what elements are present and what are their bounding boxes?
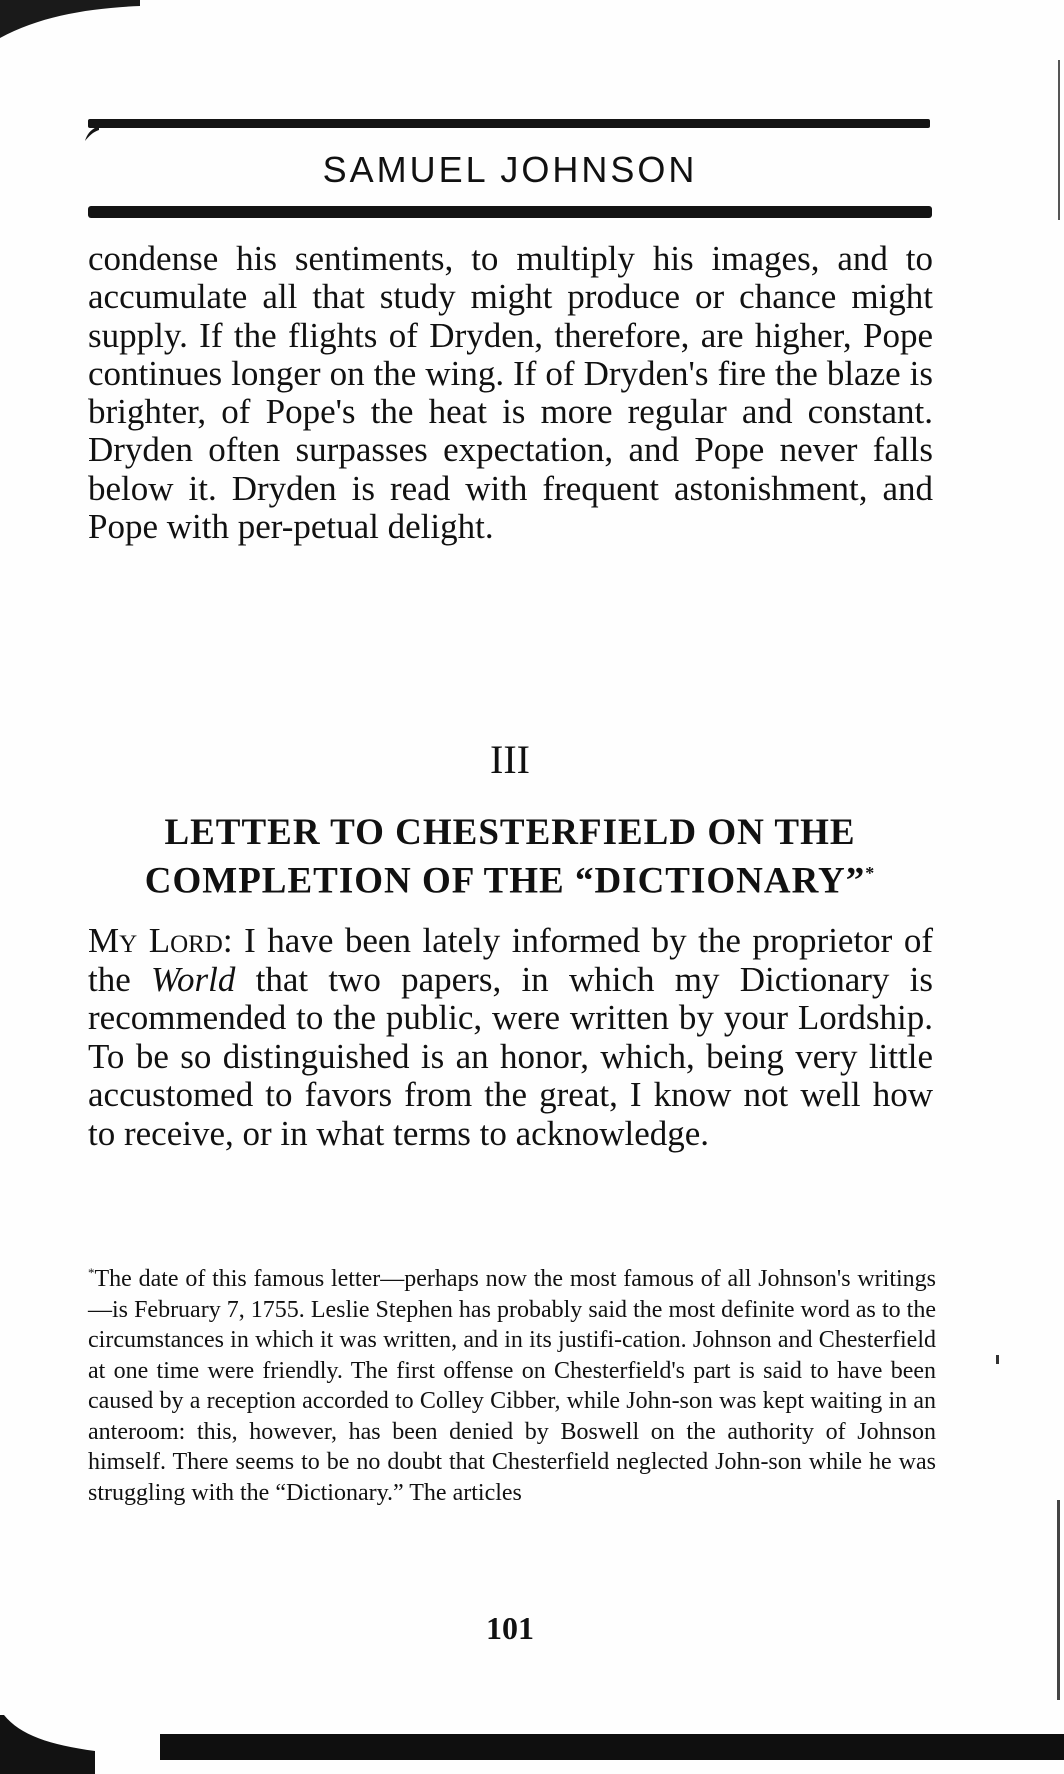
header-top-rule <box>88 119 930 128</box>
running-head: SAMUEL JOHNSON <box>322 149 698 190</box>
page-number: 101 <box>486 1610 534 1646</box>
header-rule-flourish <box>85 126 99 141</box>
section-heading-line-2: COMPLETION OF THE “DICTIONARY” <box>144 860 866 902</box>
footnote <box>88 1258 936 1508</box>
scan-right-edge <box>1054 0 1064 1774</box>
scan-bottom-shadow <box>0 1715 95 1774</box>
italic-title: World <box>151 959 236 999</box>
footnote-text: The date of this famous letter—perhaps now the most famous of all Johnson's writings—is February 7, 1755. Leslie Stephen has probably said the most definite word as to the circumstances in which it was written, and in its justifi-cation. Johnson and Chesterfield at one time were friendly. The first offense on Chesterfield's part is said to have been caused by a reception accorded to Colley Cibber, while John-son was kept waiting in an anteroom: this, however, has been denied by Boswell on the authority of Johnson himself. There seems to be no doubt that Chesterfield neglected John-son while he was struggling with the “Dictionary.” The articles <box>88 1266 936 1506</box>
letter-paragraph <box>88 922 933 1153</box>
scan-corner-shadow <box>0 0 140 40</box>
footnote-marker: * <box>88 1265 95 1280</box>
section-numeral: III <box>490 737 530 782</box>
scan-speck <box>996 1355 999 1364</box>
section-heading-line-1: LETTER TO CHESTERFIELD ON THE <box>164 812 856 853</box>
header-bottom-rule <box>88 206 932 218</box>
section-heading <box>90 813 930 901</box>
letter-text-part-2: that two papers, in which my Dictionary is recommended to the public, were written by your Lordship. To be so distinguished is an honor, which, being very little accustomed to favors from the great, I know not well how to receive, or in what terms to acknowledge. <box>88 959 933 1153</box>
letter-text-part-1: I have been lately informed by the proprietor of the <box>88 921 934 999</box>
body-paragraph: condense his sentiments, to multiply his images, and to accumulate all that study might produce or chance might supply. If the flights of Dryden, therefore, are higher, Pope continues longer on the wing. If of Dryden's fire the blaze is brighter, of Pope's the heat is more regular and constant. Dryden often surpasses expectation, and Pope never falls below it. Dryden is read with frequent astonishment, and Pope with per-petual delight. <box>88 239 933 547</box>
letter-salutation: My Lord: <box>88 921 233 960</box>
scan-bottom-edge <box>160 1734 1064 1760</box>
footnote-reference: * <box>865 863 876 883</box>
